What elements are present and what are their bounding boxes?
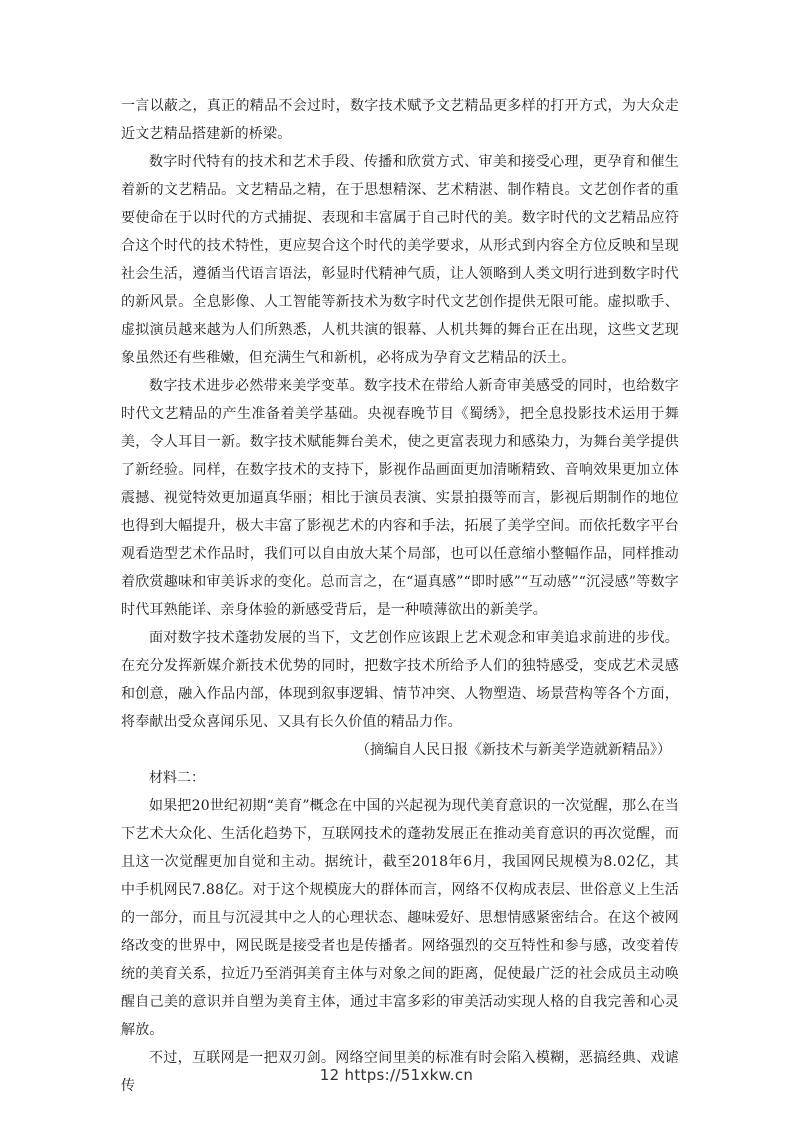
- paragraph-creation-pace: 面对数字技术蓬勃发展的当下，文艺创作应该跟上艺术观念和审美追求前进的步伐。在充分发挥新媒介新技术优势的同时，把数字技术所给予人们的独特感受，变成艺术灵感和创意，融入作品内部，体现到叙事逻辑、情节冲突、人物塑造、场景营构等各个方面，将奉献出受众喜闻乐见、又具有长久价值的精品力作。: [121, 630, 679, 730]
- paragraph-aesthetic-education: 如果把20世纪初期“美育”概念在中国的兴起视为现代美育意识的一次觉醒，那么在当下艺术大众化、生活化趋势下，互联网技术的蓬勃发展正在推动美育意识的再次觉醒，而且这一次觉醒更加自觉和主动。据统计，截至2018年6月，我国网民规模为8.02亿，其中手机网民7.88亿。对于这个规模庞大的群体而言，网络不仅构成表层、世俗意义上生活的一部分，而且与沉浸其中之人的心理状态、趣味爱好、思想情感紧密结合。在这个被网络改变的世界中，网民既是接受者也是传播者。网络强烈的交互特性和参与感，改变着传统的美育关系，拉近乃至消弭美育主体与对象之间的距离，促使最广泛的社会成员主动唤醒自己美的意识并自塑为美育主体，通过丰富多彩的审美活动实现人格的自我完善和心灵解放。: [121, 798, 679, 1038]
- paragraph-continued: 一言以蔽之，真正的精品不会过时，数字技术赋予文艺精品更多样的打开方式，为大众走近文艺精品搭建新的桥梁。: [121, 98, 679, 142]
- paragraph-double-edged: 不过，互联网是一把双刃剑。网络空间里美的标准有时会陷入模糊，恶搞经典、戏谑传: [121, 1050, 679, 1094]
- paragraph-digital-era: 数字时代特有的技术和艺术手段、传播和欣赏方式、审美和接受心理，更孕育和催生着新的文艺精品。文艺精品之精，在于思想精深、艺术精湛、制作精良。文艺创作者的重要使命在于以时代的方式捕捉、表现和丰富属于自己时代的美。数字时代的文艺精品应符合这个时代的技术特性，更应契合这个时代的美学要求，从形式到内容全方位反映和呈现社会生活，遵循当代语言语法，彰显时代精神气质，让人领略到人类文明行进到数字时代的新风景。全息影像、人工智能等新技术为数字时代文艺创作提供无限可能。虚拟歌手、虚拟演员越来越为人们所熟悉，人机共演的银幕、人机共舞的舞台正在出现，这些文艺现象虽然还有些稚嫩，但充满生气和新机，必将成为孕育文艺精品的沃土。: [121, 154, 679, 366]
- page-footer: 12 https://51xkw.cn: [319, 1066, 474, 1084]
- material-two-label: 材料二：: [149, 770, 205, 786]
- source-citation: （摘编自人民日报《新技术与新美学造就新精品》）: [356, 742, 671, 758]
- paragraph-aesthetic-change: 数字技术进步必然带来美学变革。数字技术在带给人新奇审美感受的同时，也给数字时代文艺精品的产生准备着美学基础。央视春晚节目《蜀绣》，把全息投影技术运用于舞美，令人耳目一新。数字技术赋能舞台美术，使之更富表现力和感染力，为舞台美学提供了新经验。同样，在数字技术的支持下，影视作品画面更加清晰精致、音响效果更加立体震撼、视觉特效更加逼真华丽；相比于演员表演、实景拍摄等而言，影视后期制作的地位也得到大幅提升，极大丰富了影视艺术的内容和手法，拓展了美学空间。而依托数字平台观看造型艺术作品时，我们可以自由放大某个局部，也可以任意缩小整幅作品，同样推动着欣赏趣味和审美诉求的变化。总而言之，在“逼真感”“即时感”“互动感”“沉浸感”等数字时代耳熟能详、亲身体验的新感受背后，是一种喷薄欲出的新美学。: [121, 378, 679, 618]
- document-page: [121, 92, 679, 1100]
